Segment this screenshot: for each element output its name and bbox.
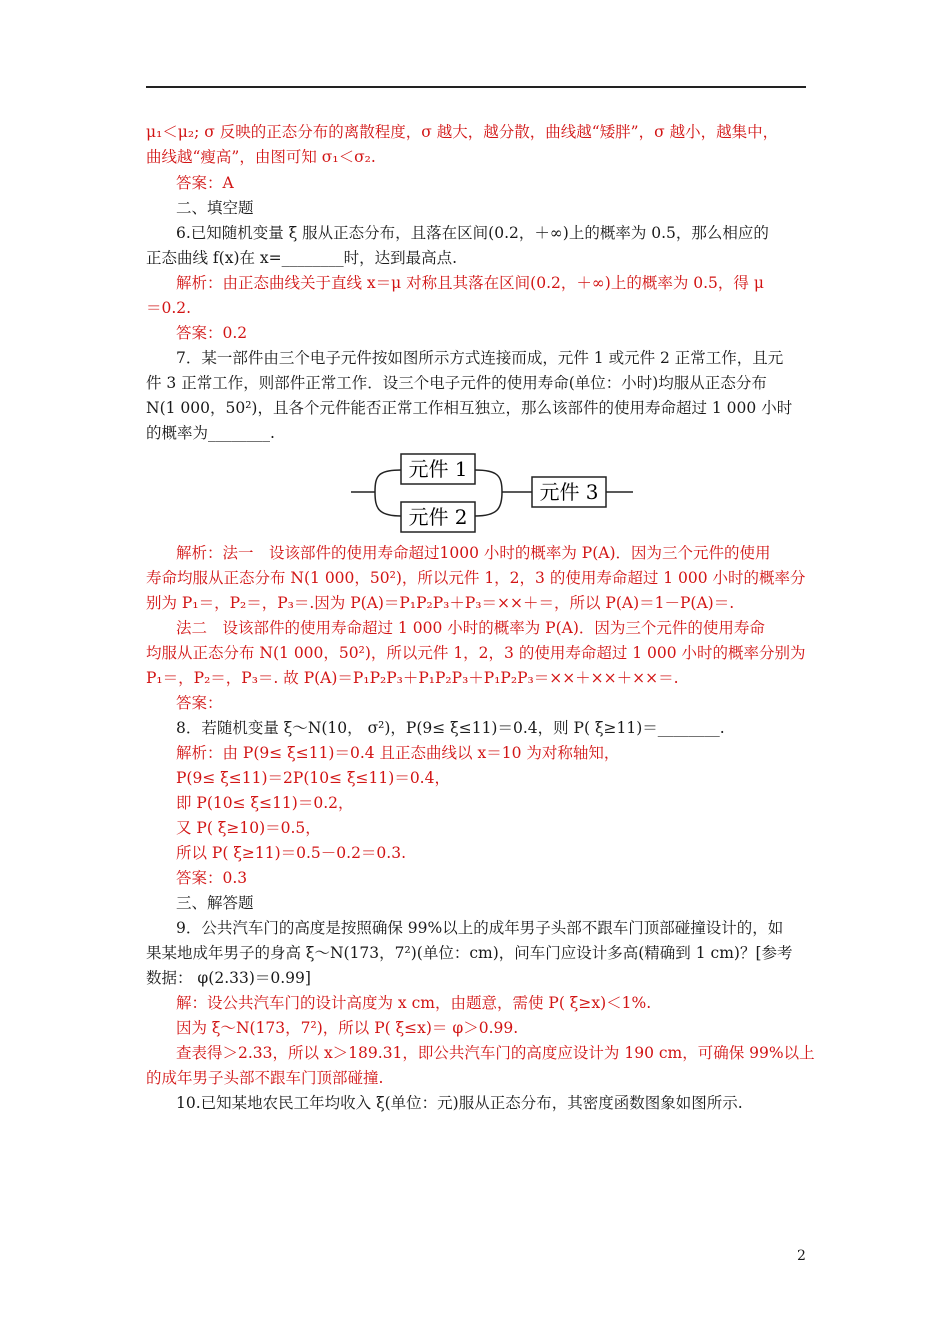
text-line: 解：设公共汽车门的设计高度为 x cm，由题意，需使 P( ξ≥x)＜1%.	[176, 994, 652, 1012]
text-line: 答案：0.2	[176, 324, 248, 342]
text-line: 正态曲线 f(x)在 x=________时，达到最高点.	[146, 249, 458, 267]
text-line: 8．若随机变量 ξ～N(10， σ²)，P(9≤ ξ≤11)＝0.4，则 P( ξ≥11)＝________.	[176, 719, 725, 737]
lower-branch-out	[475, 492, 502, 516]
text-line: 解析：由 P(9≤ ξ≤11)＝0.4 且正态曲线以 x＝10 为对称轴知，	[176, 744, 620, 762]
text-line: 件 3 正常工作，则部件正常工作．设三个电子元件的使用寿命(单位：小时)均服从正态分布	[146, 374, 767, 392]
text-line: P(9≤ ξ≤11)＝2P(10≤ ξ≤11)＝0.4，	[176, 769, 450, 787]
text-line: 的概率为________.	[146, 424, 275, 442]
text-line: 均服从正态分布 N(1 000，50²)，所以元件 1，2，3 的使用寿命超过 1 000 小时的概率分别为	[146, 644, 806, 662]
text-line: 9．公共汽车门的高度是按照确保 99%以上的成年男子头部不跟车门顶部碰撞设计的，如	[176, 919, 784, 937]
header-rule	[146, 86, 806, 88]
text-line: 所以 P( ξ≥11)＝0.5－0.2＝0.3.	[176, 844, 407, 862]
component-2-label: 元件 2	[408, 505, 468, 529]
text-line: 即 P(10≤ ξ≤11)＝0.2，	[176, 794, 354, 812]
text-line: 7．某一部件由三个电子元件按如图所示方式连接而成，元件 1 或元件 2 正常工作，且元	[176, 349, 784, 367]
text-line: μ₁＜μ₂; σ 反映的正态分布的离散程度，σ 越大，越分散，曲线越“矮胖”，σ 越小，越集中，	[146, 123, 779, 141]
component-3-label: 元件 3	[539, 480, 599, 504]
text-line: 答案：A	[176, 174, 234, 192]
text-line: 查表得＞2.33，所以 x＞189.31，即公共汽车门的高度应设计为 190 cm，可确保 99%以上	[176, 1044, 815, 1062]
text-line: 寿命均服从正态分布 N(1 000，50²)，所以元件 1，2，3 的使用寿命超过 1 000 小时的概率分	[146, 569, 806, 587]
text-line: 因为 ξ～N(173，7²)，所以 P( ξ≤x)＝ φ＞0.99.	[176, 1019, 519, 1037]
text-line: ＝0.2.	[146, 299, 192, 317]
text-line: 二、填空题	[176, 199, 254, 217]
text-line: 数据： φ(2.33)＝0.99]	[146, 969, 311, 987]
text-line: 10.已知某地农民工年均收入 ξ(单位：元)服从正态分布，其密度函数图象如图所示.	[176, 1094, 743, 1112]
text-line: 的成年男子头部不跟车门顶部碰撞.	[146, 1069, 384, 1087]
text-line: N(1 000，50²)，且各个元件能否正常工作相互独立，那么该部件的使用寿命超过 1 000 小时	[146, 399, 793, 417]
lower-branch-in	[375, 492, 401, 516]
text-line: 曲线越“瘦高”，由图可知 σ₁＜σ₂.	[146, 148, 376, 166]
component-1-label: 元件 1	[408, 457, 468, 481]
circuit-diagram	[345, 450, 645, 538]
text-line: 又 P( ξ≥10)＝0.5，	[176, 819, 321, 837]
upper-branch-out	[475, 470, 502, 492]
text-line: 果某地成年男子的身高 ξ～N(173，7²)(单位：cm)，问车门应设计多高(精确到 1 cm)？[参考	[146, 944, 793, 962]
text-line: 解析：由正态曲线关于直线 x＝μ 对称且其落在区间(0.2，＋∞)上的概率为 0.5，得 μ	[176, 274, 764, 292]
page-number: 2	[797, 1248, 806, 1264]
text-line: 三、解答题	[176, 894, 254, 912]
text-line: 法二 设该部件的使用寿命超过 1 000 小时的概率为 P(A)．因为三个元件的使用寿命	[176, 619, 765, 637]
text-line: 6.已知随机变量 ξ 服从正态分布，且落在区间(0.2，＋∞)上的概率为 0.5，那么相应的	[176, 224, 769, 242]
text-line: 解析：法一 设该部件的使用寿命超过1000 小时的概率为 P(A)．因为三个元件的使用	[176, 544, 771, 562]
text-line: P₁＝，P₂＝，P₃＝. 故 P(A)＝P₁P₂P₃＋P₁P₂P₃＋P₁P₂P₃＝××＋××＋××＝.	[146, 669, 679, 687]
text-line: 答案：0.3	[176, 869, 248, 887]
text-line: 答案：	[176, 694, 223, 712]
upper-branch-in	[375, 470, 401, 492]
text-line: 别为 P₁＝，P₂＝，P₃＝.因为 P(A)＝P₁P₂P₃＋P₃＝××＋＝，所以 P(A)＝1－P(A)＝.	[146, 594, 735, 612]
